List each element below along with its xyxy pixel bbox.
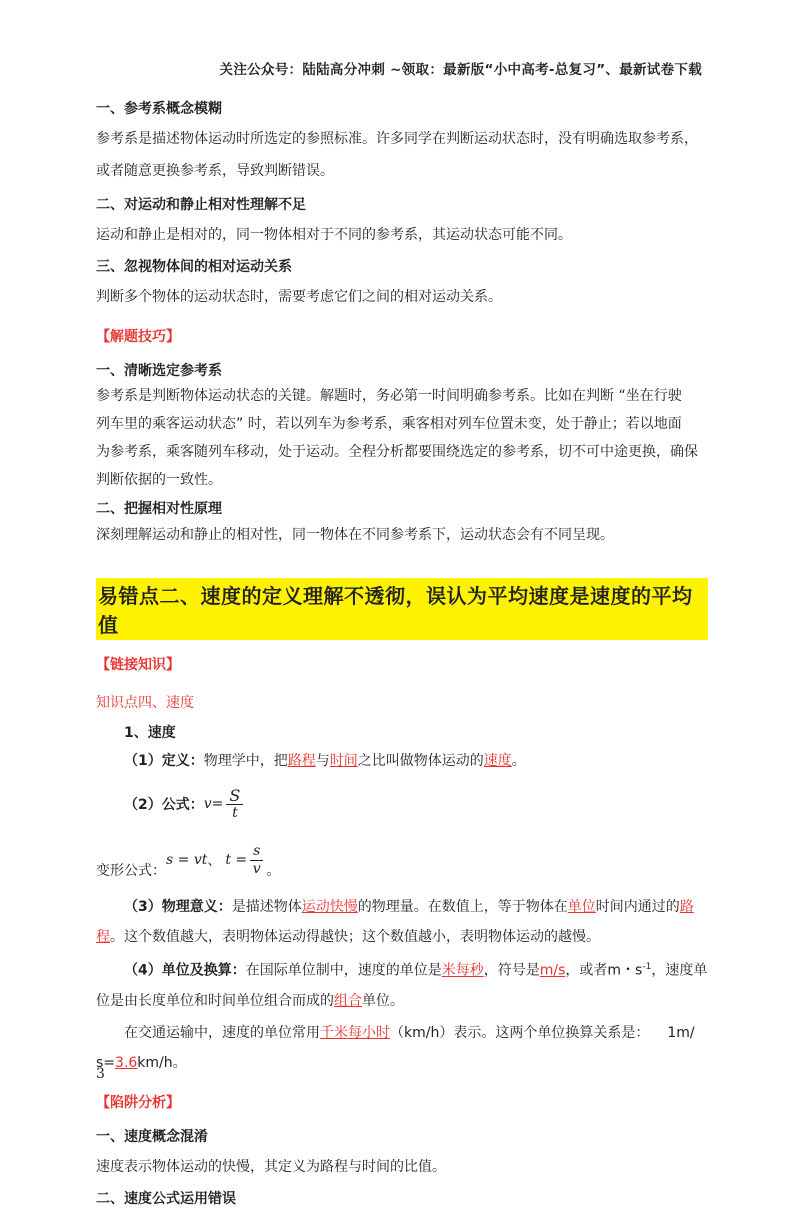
page-header: 关注公众号：陆陆高分冲刺 ~领取：最新版“小中高考-总复习”、最新试卷下载 xyxy=(219,62,702,78)
formula-t: t = xyxy=(225,852,248,868)
label-formula: （2）公式： xyxy=(124,797,204,813)
formula-s-vt: s = vt xyxy=(166,852,208,868)
text: 1m/ xyxy=(667,1024,695,1041)
text: 。 xyxy=(511,753,526,769)
page-number: 3 xyxy=(96,1066,105,1082)
units-line-2 xyxy=(96,986,708,1016)
formula-v: v xyxy=(203,796,212,812)
text: 时间内通过的 xyxy=(595,899,680,915)
fraction-s-over-v xyxy=(250,843,263,878)
meaning-line-1 xyxy=(96,892,708,922)
heading-choose-frame: 一、清晰选定参考系 xyxy=(96,363,222,379)
traffic-line-1 xyxy=(96,1018,708,1048)
section-linked-knowledge xyxy=(96,654,708,1078)
numerator: S xyxy=(226,787,243,805)
heading-speed-formula: 二、速度公式运用错误 xyxy=(96,1190,236,1207)
section-trap-analysis xyxy=(96,1092,708,1208)
traffic-line-2 xyxy=(96,1048,708,1078)
paragraph: 列车里的乘客运动状态” 时，若以列车为参考系，乘客相对列车位置未变，处于静止；若以地面 xyxy=(96,416,682,432)
heading-relativity-principle: 二、把握相对性原理 xyxy=(96,501,222,517)
text: s= xyxy=(96,1054,116,1071)
separator: 、 xyxy=(207,853,222,869)
tag-linked-knowledge: 【链接知识】 xyxy=(96,657,180,673)
paragraph: 深刻理解运动和静止的相对性，同一物体在不同参考系下，运动状态会有不同呈现。 xyxy=(96,527,614,543)
heading-relative-motion: 三、忽视物体间的相对运动关系 xyxy=(96,259,292,275)
text: ，速度单 xyxy=(651,962,708,979)
numerator: s xyxy=(250,843,263,861)
page-content xyxy=(96,96,708,1208)
error-point-banner: 易错点二、速度的定义理解不透彻，误认为平均速度是速度的平均值 xyxy=(96,578,708,640)
denominator: t xyxy=(232,804,238,821)
blank-symbol: m/s xyxy=(539,962,566,979)
tag-solving-tips: 【解题技巧】 xyxy=(96,329,180,345)
text: 单位。 xyxy=(362,992,404,1009)
label-meaning: （3）物理意义： xyxy=(124,899,232,915)
banner-row xyxy=(96,578,708,640)
derived-formula-line xyxy=(96,838,708,882)
paragraph: 参考系是描述物体运动时所选定的参照标准。许多同学在判断运动状态时，没有明确选取参考系， xyxy=(96,131,698,147)
text: 物理学中，把 xyxy=(203,753,288,769)
units-line-1 xyxy=(96,952,708,986)
text: 与 xyxy=(315,753,330,769)
text: 在交通运输中，速度的单位常用 xyxy=(124,1024,320,1041)
text: ，或者m・s xyxy=(565,962,643,979)
text: 位是由长度单位和时间单位组合而成的 xyxy=(96,992,334,1009)
text: 之比叫做物体运动的 xyxy=(357,753,484,769)
label-definition: （1）定义： xyxy=(124,753,204,769)
paragraph: 运动和静止是相对的，同一物体相对于不同的参考系，其运动状态可能不同。 xyxy=(96,227,572,243)
blank-time: 时间 xyxy=(329,753,358,769)
denominator: v xyxy=(252,860,261,877)
section-common-errors xyxy=(96,98,708,312)
paragraph: 或者随意更换参考系，导致判断错误。 xyxy=(96,163,334,179)
blank-path-a: 路 xyxy=(679,899,694,915)
blank-speed: 速度 xyxy=(483,753,512,769)
heading-speed: 1、速度 xyxy=(124,725,176,741)
blank-km-per-hour: 千米每小时 xyxy=(320,1024,390,1041)
text: 。 xyxy=(266,863,281,879)
section-solving-tips xyxy=(96,326,708,550)
definition-line xyxy=(96,746,708,776)
blank-distance: 路程 xyxy=(287,753,316,769)
text: 。这个数值越大，表明物体运动得越快；这个数值越小，表明物体运动的越慢。 xyxy=(110,929,600,945)
formula-line xyxy=(96,782,708,826)
text: ，符号是 xyxy=(483,962,540,979)
superscript: -1 xyxy=(642,962,652,972)
paragraph: 参考系是判断物体运动状态的关键。解题时，务必第一时间明确参考系。比如在判断 “坐在行驶 xyxy=(96,388,682,404)
text: 是描述物体 xyxy=(231,899,302,915)
heading-relativity: 二、对运动和静止相对性理解不足 xyxy=(96,197,306,213)
tag-trap-analysis: 【陷阱分析】 xyxy=(96,1094,180,1111)
paragraph: 判断依据的一致性。 xyxy=(96,472,222,488)
text: 的物理量。在数值上，等于物体在 xyxy=(357,899,568,915)
blank-meter-per-second: 米每秒 xyxy=(441,962,484,979)
text: （km/h）表示。这两个单位换算关系是： xyxy=(390,1024,650,1041)
label-units: （4）单位及换算： xyxy=(124,962,246,979)
paragraph: 速度表示物体运动的快慢，其定义为路程与时间的比值。 xyxy=(96,1158,446,1175)
paragraph: 判断多个物体的运动状态时，需要考虑它们之间的相对运动关系。 xyxy=(96,289,502,305)
blank-conversion: 3.6 xyxy=(115,1054,138,1071)
heading-speed-concept: 一、速度概念混淆 xyxy=(96,1128,208,1145)
blank-motion-speed: 运动快慢 xyxy=(301,899,358,915)
text: 在国际单位制中，速度的单位是 xyxy=(245,962,442,979)
blank-path-b: 程 xyxy=(96,929,110,945)
heading-reference-frame-blur: 一、参考系概念模糊 xyxy=(96,101,222,117)
blank-combination: 组合 xyxy=(334,992,362,1009)
text: km/h。 xyxy=(137,1054,187,1071)
knowledge-point-title: 知识点四、速度 xyxy=(96,695,194,711)
label-derived: 变形公式： xyxy=(96,863,166,879)
blank-unit: 单位 xyxy=(567,899,596,915)
equals-sign: = xyxy=(211,796,224,812)
meaning-line-2 xyxy=(96,922,708,952)
fraction-s-over-t xyxy=(226,787,243,822)
paragraph: 为参考系，乘客随列车移动，处于运动。全程分析都要围绕选定的参考系，切不可中途更换，确保 xyxy=(96,444,698,460)
